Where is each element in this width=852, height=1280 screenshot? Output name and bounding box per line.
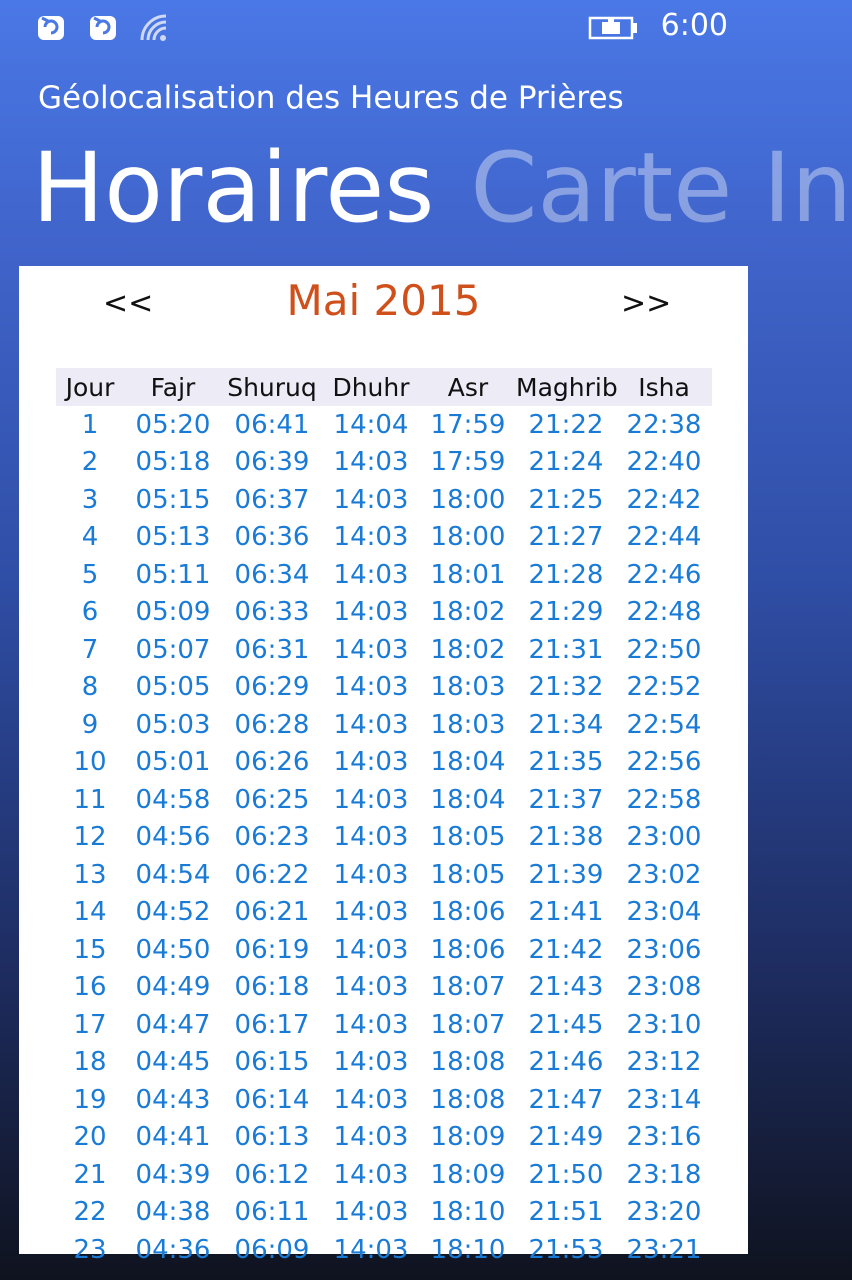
time-cell: 14:03 — [333, 1159, 409, 1190]
tab-carte[interactable]: Carte In — [470, 132, 852, 244]
table-row — [56, 481, 712, 519]
table-row — [56, 1194, 712, 1232]
time-cell: 05:03 — [135, 709, 211, 740]
time-cell: 21:22 — [528, 409, 604, 440]
time-cell: 18:06 — [430, 897, 506, 928]
column-header: Isha — [638, 372, 690, 402]
time-cell: 18:04 — [430, 747, 506, 778]
notification-icon — [36, 12, 66, 42]
time-cell: 14:03 — [333, 1047, 409, 1078]
table-row — [56, 444, 712, 482]
time-cell: 14:03 — [333, 559, 409, 590]
time-cell: 14:03 — [333, 822, 409, 853]
time-cell: 21:50 — [528, 1159, 604, 1190]
day-cell: 11 — [73, 784, 107, 815]
time-cell: 18:05 — [430, 859, 506, 890]
time-cell: 14:03 — [333, 709, 409, 740]
time-cell: 21:32 — [528, 672, 604, 703]
table-row — [56, 706, 712, 744]
time-cell: 04:38 — [135, 1197, 211, 1228]
time-cell: 23:06 — [626, 934, 702, 965]
time-cell: 14:03 — [333, 934, 409, 965]
notification-icon — [88, 12, 118, 42]
time-cell: 21:41 — [528, 897, 604, 928]
column-header: Maghrib — [516, 372, 618, 402]
time-cell: 21:25 — [528, 484, 604, 515]
time-cell: 21:27 — [528, 522, 604, 553]
time-cell: 21:28 — [528, 559, 604, 590]
time-cell: 05:13 — [135, 522, 211, 553]
status-bar — [0, 0, 768, 56]
time-cell: 06:37 — [234, 484, 310, 515]
table-row — [56, 1156, 712, 1194]
time-cell: 18:04 — [430, 784, 506, 815]
time-cell: 04:36 — [135, 1234, 211, 1265]
table-row — [56, 969, 712, 1007]
time-cell: 21:49 — [528, 1122, 604, 1153]
day-cell: 4 — [81, 522, 99, 553]
time-cell: 14:03 — [333, 1234, 409, 1265]
table-row — [56, 856, 712, 894]
time-cell: 05:18 — [135, 447, 211, 478]
time-cell: 06:34 — [234, 559, 310, 590]
time-cell: 06:23 — [234, 822, 310, 853]
time-cell: 06:13 — [234, 1122, 310, 1153]
day-cell: 21 — [73, 1159, 107, 1190]
time-cell: 04:58 — [135, 784, 211, 815]
column-header: Fajr — [150, 372, 196, 402]
time-cell: 06:26 — [234, 747, 310, 778]
day-cell: 10 — [73, 747, 107, 778]
time-cell: 23:02 — [626, 859, 702, 890]
time-cell: 22:46 — [626, 559, 702, 590]
time-cell: 18:08 — [430, 1084, 506, 1115]
time-cell: 23:20 — [626, 1197, 702, 1228]
time-cell: 14:04 — [333, 409, 409, 440]
table-row — [56, 519, 712, 557]
time-cell: 22:56 — [626, 747, 702, 778]
day-cell: 23 — [73, 1234, 107, 1265]
time-cell: 17:59 — [430, 409, 506, 440]
time-cell: 14:03 — [333, 972, 409, 1003]
day-cell: 15 — [73, 934, 107, 965]
table-body — [56, 406, 712, 1269]
time-cell: 06:33 — [234, 597, 310, 628]
time-cell: 05:11 — [135, 559, 211, 590]
table-row — [56, 1231, 712, 1269]
time-cell: 04:47 — [135, 1009, 211, 1040]
time-cell: 21:42 — [528, 934, 604, 965]
time-cell: 06:29 — [234, 672, 310, 703]
table-header — [56, 368, 712, 406]
time-cell: 22:42 — [626, 484, 702, 515]
time-cell: 04:45 — [135, 1047, 211, 1078]
table-row — [56, 556, 712, 594]
time-cell: 06:18 — [234, 972, 310, 1003]
time-cell: 04:49 — [135, 972, 211, 1003]
day-cell: 16 — [73, 972, 107, 1003]
day-cell: 14 — [73, 897, 107, 928]
time-cell: 14:03 — [333, 447, 409, 478]
time-cell: 14:03 — [333, 747, 409, 778]
day-cell: 17 — [73, 1009, 107, 1040]
time-cell: 23:04 — [626, 897, 702, 928]
time-cell: 04:54 — [135, 859, 211, 890]
time-cell: 21:24 — [528, 447, 604, 478]
time-cell: 18:00 — [430, 484, 506, 515]
time-cell: 21:46 — [528, 1047, 604, 1078]
time-cell: 18:01 — [430, 559, 506, 590]
day-cell: 22 — [73, 1197, 107, 1228]
time-cell: 21:34 — [528, 709, 604, 740]
time-cell: 21:29 — [528, 597, 604, 628]
time-cell: 14:03 — [333, 897, 409, 928]
time-cell: 21:45 — [528, 1009, 604, 1040]
time-cell: 21:37 — [528, 784, 604, 815]
table-row — [56, 594, 712, 632]
battery-charging-icon — [588, 12, 640, 42]
time-cell: 21:39 — [528, 859, 604, 890]
time-cell: 23:18 — [626, 1159, 702, 1190]
table-row — [56, 406, 712, 444]
time-cell: 18:03 — [430, 672, 506, 703]
day-cell: 20 — [73, 1122, 107, 1153]
time-cell: 14:03 — [333, 1009, 409, 1040]
time-cell: 06:15 — [234, 1047, 310, 1078]
time-cell: 05:09 — [135, 597, 211, 628]
time-cell: 14:03 — [333, 1122, 409, 1153]
time-cell: 06:14 — [234, 1084, 310, 1115]
time-cell: 06:11 — [234, 1197, 310, 1228]
day-cell: 5 — [81, 559, 99, 590]
time-cell: 04:52 — [135, 897, 211, 928]
table-row — [56, 744, 712, 782]
time-cell: 23:16 — [626, 1122, 702, 1153]
time-cell: 17:59 — [430, 447, 506, 478]
time-cell: 18:05 — [430, 822, 506, 853]
time-cell: 18:09 — [430, 1122, 506, 1153]
time-cell: 23:10 — [626, 1009, 702, 1040]
time-cell: 18:07 — [430, 972, 506, 1003]
table-row — [56, 1119, 712, 1157]
wifi-icon — [138, 12, 168, 42]
time-cell: 22:48 — [626, 597, 702, 628]
table-row — [56, 631, 712, 669]
time-cell: 18:09 — [430, 1159, 506, 1190]
day-cell: 13 — [73, 859, 107, 890]
day-cell: 18 — [73, 1047, 107, 1078]
time-cell: 21:35 — [528, 747, 604, 778]
time-cell: 06:17 — [234, 1009, 310, 1040]
time-cell: 18:08 — [430, 1047, 506, 1078]
time-cell: 18:00 — [430, 522, 506, 553]
time-cell: 22:54 — [626, 709, 702, 740]
next-month-button[interactable]: >> — [621, 286, 672, 321]
time-cell: 18:03 — [430, 709, 506, 740]
time-cell: 18:06 — [430, 934, 506, 965]
time-cell: 14:03 — [333, 597, 409, 628]
time-cell: 05:15 — [135, 484, 211, 515]
clock: 6:00 — [660, 8, 728, 43]
time-cell: 06:19 — [234, 934, 310, 965]
table-row — [56, 669, 712, 707]
column-header: Dhuhr — [332, 372, 410, 402]
time-cell: 22:52 — [626, 672, 702, 703]
time-cell: 04:39 — [135, 1159, 211, 1190]
time-cell: 21:38 — [528, 822, 604, 853]
previous-month-button[interactable]: << — [103, 286, 154, 321]
time-cell: 14:03 — [333, 859, 409, 890]
time-cell: 18:10 — [430, 1234, 506, 1265]
time-cell: 14:03 — [333, 784, 409, 815]
time-cell: 04:43 — [135, 1084, 211, 1115]
time-cell: 23:14 — [626, 1084, 702, 1115]
time-cell: 04:50 — [135, 934, 211, 965]
day-cell: 9 — [81, 709, 99, 740]
table-row — [56, 1044, 712, 1082]
day-cell: 12 — [73, 822, 107, 853]
time-cell: 06:09 — [234, 1234, 310, 1265]
time-cell: 06:39 — [234, 447, 310, 478]
time-cell: 04:56 — [135, 822, 211, 853]
time-cell: 06:22 — [234, 859, 310, 890]
time-cell: 22:50 — [626, 634, 702, 665]
time-cell: 05:01 — [135, 747, 211, 778]
day-cell: 8 — [81, 672, 99, 703]
table-row — [56, 819, 712, 857]
time-cell: 22:58 — [626, 784, 702, 815]
time-cell: 14:03 — [333, 1197, 409, 1228]
time-cell: 05:05 — [135, 672, 211, 703]
pivot-header — [32, 128, 852, 248]
time-cell: 05:07 — [135, 634, 211, 665]
day-cell: 1 — [81, 409, 99, 440]
time-cell: 06:31 — [234, 634, 310, 665]
time-cell: 21:53 — [528, 1234, 604, 1265]
table-row — [56, 1006, 712, 1044]
time-cell: 22:44 — [626, 522, 702, 553]
table-row — [56, 781, 712, 819]
month-title: Mai 2015 — [286, 276, 481, 325]
time-cell: 14:03 — [333, 634, 409, 665]
table-row — [56, 1081, 712, 1119]
time-cell: 22:40 — [626, 447, 702, 478]
app-title: Géolocalisation des Heures de Prières — [38, 80, 624, 116]
time-cell: 22:38 — [626, 409, 702, 440]
time-cell: 14:03 — [333, 1084, 409, 1115]
column-header: Asr — [447, 372, 489, 402]
time-cell: 06:12 — [234, 1159, 310, 1190]
tab-horaires[interactable]: Horaires — [32, 132, 435, 244]
time-cell: 14:03 — [333, 484, 409, 515]
column-header: Jour — [65, 372, 115, 402]
day-cell: 6 — [81, 597, 99, 628]
time-cell: 21:51 — [528, 1197, 604, 1228]
time-cell: 06:41 — [234, 409, 310, 440]
time-cell: 04:41 — [135, 1122, 211, 1153]
time-cell: 21:31 — [528, 634, 604, 665]
time-cell: 14:03 — [333, 522, 409, 553]
time-cell: 23:12 — [626, 1047, 702, 1078]
time-cell: 18:02 — [430, 597, 506, 628]
day-cell: 19 — [73, 1084, 107, 1115]
table-row — [56, 894, 712, 932]
time-cell: 23:21 — [626, 1234, 702, 1265]
calendar-panel — [19, 266, 748, 1265]
table-row — [56, 931, 712, 969]
time-cell: 06:28 — [234, 709, 310, 740]
day-cell: 2 — [81, 447, 99, 478]
day-cell: 7 — [81, 634, 99, 665]
day-cell: 3 — [81, 484, 99, 515]
time-cell: 06:36 — [234, 522, 310, 553]
time-cell: 06:21 — [234, 897, 310, 928]
time-cell: 18:07 — [430, 1009, 506, 1040]
time-cell: 18:10 — [430, 1197, 506, 1228]
column-header: Shuruq — [227, 372, 317, 402]
time-cell: 23:00 — [626, 822, 702, 853]
time-cell: 05:20 — [135, 409, 211, 440]
time-cell: 21:47 — [528, 1084, 604, 1115]
time-cell: 18:02 — [430, 634, 506, 665]
prayer-times-table — [56, 368, 712, 1269]
time-cell: 23:08 — [626, 972, 702, 1003]
time-cell: 14:03 — [333, 672, 409, 703]
time-cell: 21:43 — [528, 972, 604, 1003]
time-cell: 06:25 — [234, 784, 310, 815]
